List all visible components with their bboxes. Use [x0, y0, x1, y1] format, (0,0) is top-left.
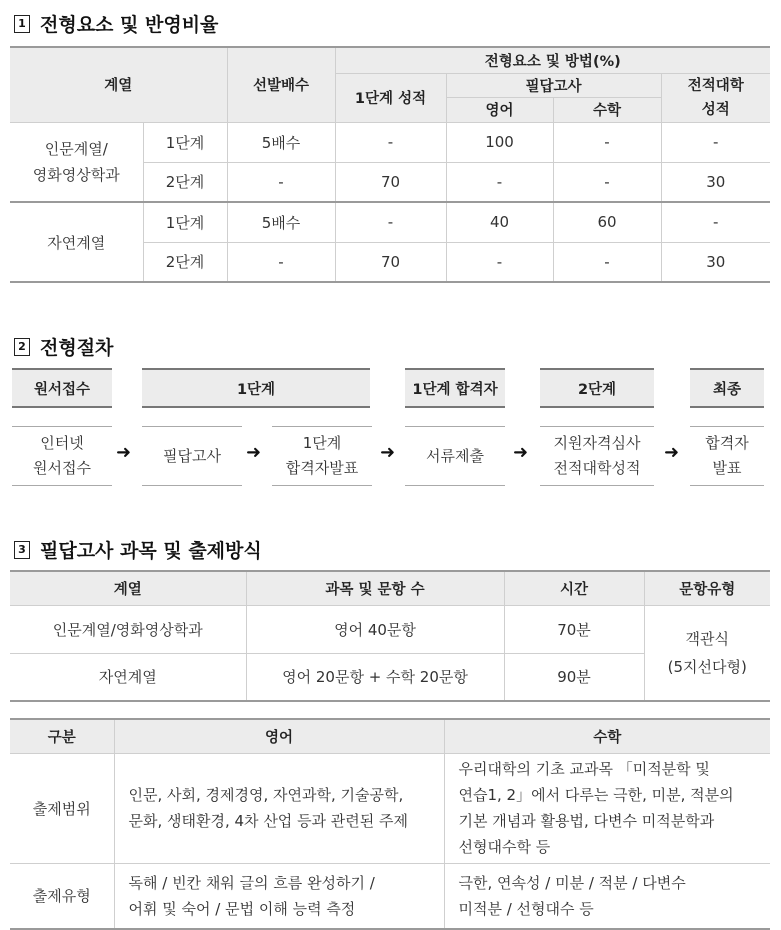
transcript-cell: 30 — [661, 162, 770, 202]
stage-header-stage2: 2단계 — [540, 368, 654, 408]
multiplier-cell: 5배수 — [227, 202, 335, 242]
header-stage1-score: 1단계 성적 — [335, 73, 446, 122]
header-category: 계열 — [10, 47, 227, 122]
section2-title-text: 전형절차 — [40, 337, 114, 359]
english-type-cell: 독해 / 빈칸 채워 글의 흐름 완성하기 / 어휘 및 숙어 / 문법 이해 능력 측정 — [114, 863, 444, 929]
english-scope-cell: 인문, 사회, 경제경영, 자연과학, 기술공학, 문화, 생태환경, 4차 산업 등과 관련된 주제 — [114, 753, 444, 863]
section2-number: 2 — [14, 338, 30, 356]
subjects-cell: 영어 40문항 — [246, 605, 504, 653]
table-row — [10, 753, 770, 863]
arrow-right-icon: ➜ — [513, 442, 529, 463]
math-cell: - — [553, 122, 661, 162]
header-subjects: 과목 및 문항 수 — [246, 571, 504, 605]
exam-subject-table — [10, 570, 770, 702]
english-cell: - — [446, 242, 553, 282]
math-cell: - — [553, 242, 661, 282]
section3-title-text: 필답고사 과목 및 출제방식 — [40, 540, 262, 562]
table-row — [10, 122, 770, 162]
exam-scope-table — [10, 718, 770, 930]
table-row — [10, 863, 770, 929]
multiplier-cell: 5배수 — [227, 122, 335, 162]
arrow-right-icon: ➜ — [116, 442, 132, 463]
category-cell: 자연계열 — [10, 653, 246, 701]
transcript-cell: - — [661, 122, 770, 162]
section3-number: 3 — [14, 541, 30, 559]
stage-cell: 1단계 — [143, 122, 227, 162]
stage-header-stage1: 1단계 — [142, 368, 370, 408]
header-written-exam: 필답고사 — [446, 73, 661, 98]
subjects-cell: 영어 20문항 + 수학 20문항 — [246, 653, 504, 701]
section1-title-text: 전형요소 및 반영비율 — [40, 14, 219, 36]
header-question-type: 문항유형 — [644, 571, 770, 605]
stage1-cell: 70 — [335, 242, 446, 282]
stage-header-application: 원서접수 — [12, 368, 112, 408]
math-cell: - — [553, 162, 661, 202]
stage1-cell: - — [335, 202, 446, 242]
header-math: 수학 — [444, 719, 770, 753]
category-cell: 인문계열/영화영상학과 — [10, 605, 246, 653]
division-cell: 출제유형 — [10, 863, 114, 929]
arrow-right-icon: ➜ — [664, 442, 680, 463]
step-final-announcement: 합격자 발표 — [690, 426, 764, 486]
english-cell: 100 — [446, 122, 553, 162]
stage-cell: 2단계 — [143, 242, 227, 282]
step-document-submission: 서류제출 — [405, 426, 505, 486]
math-scope-cell: 우리대학의 기초 교과목 「미적분학 및 연습1, 2」에서 다루는 극한, 미분, 적분의 기본 개념과 활용법, 다변수 미적분학과 선형대수학 등 — [444, 753, 770, 863]
table-row — [10, 605, 770, 653]
header-multiplier: 선발배수 — [227, 47, 335, 122]
question-type-cell: 객관식 (5지선다형) — [644, 605, 770, 701]
header-time: 시간 — [504, 571, 644, 605]
table-row — [10, 202, 770, 242]
transcript-cell: - — [661, 202, 770, 242]
header-english: 영어 — [446, 98, 553, 123]
selection-ratio-table — [10, 46, 770, 283]
header-elements: 전형요소 및 방법(%) — [335, 47, 770, 73]
division-cell: 출제범위 — [10, 753, 114, 863]
multiplier-cell: - — [227, 162, 335, 202]
header-math: 수학 — [553, 98, 661, 123]
step-written-exam: 필답고사 — [142, 426, 242, 486]
math-cell: 60 — [553, 202, 661, 242]
math-type-cell: 극한, 연속성 / 미분 / 적분 / 다변수 미적분 / 선형대수 등 — [444, 863, 770, 929]
stage-cell: 1단계 — [143, 202, 227, 242]
stage-header-stage1-passers: 1단계 합격자 — [405, 368, 505, 408]
transcript-cell: 30 — [661, 242, 770, 282]
header-division: 구분 — [10, 719, 114, 753]
step-qualification-review: 지원자격심사 전적대학성적 — [540, 426, 654, 486]
section2-title — [14, 333, 113, 360]
group-name: 자연계열 — [10, 202, 143, 282]
section3-title — [14, 536, 262, 563]
english-cell: 40 — [446, 202, 553, 242]
step-online-application: 인터넷 원서접수 — [12, 426, 112, 486]
section1-number: 1 — [14, 15, 30, 33]
header-english: 영어 — [114, 719, 444, 753]
header-category: 계열 — [10, 571, 246, 605]
time-cell: 70분 — [504, 605, 644, 653]
multiplier-cell: - — [227, 242, 335, 282]
english-cell: - — [446, 162, 553, 202]
time-cell: 90분 — [504, 653, 644, 701]
stage1-cell: - — [335, 122, 446, 162]
stage-header-final: 최종 — [690, 368, 764, 408]
group-name: 인문계열/ 영화영상학과 — [10, 122, 143, 202]
step-stage1-announcement: 1단계 합격자발표 — [272, 426, 372, 486]
procedure-flow — [10, 368, 770, 492]
stage1-cell: 70 — [335, 162, 446, 202]
arrow-right-icon: ➜ — [246, 442, 262, 463]
arrow-right-icon: ➜ — [380, 442, 396, 463]
section1-title — [14, 10, 218, 37]
stage-cell: 2단계 — [143, 162, 227, 202]
header-transcript: 전적대학 성적 — [661, 73, 770, 122]
